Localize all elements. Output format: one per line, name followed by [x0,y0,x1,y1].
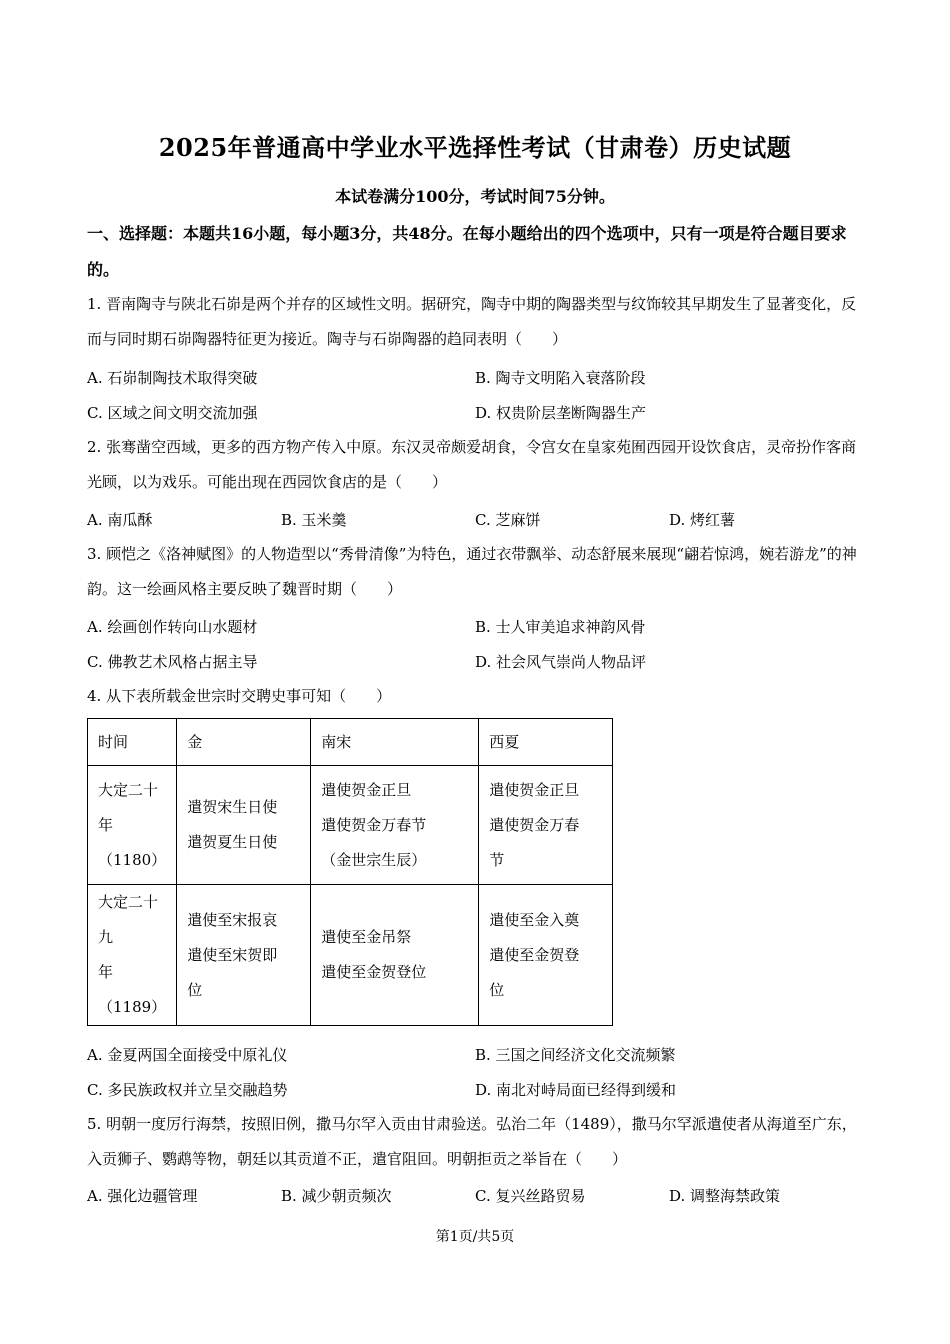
table-cell-song [311,885,479,1026]
cell-line: 遣贺宋生日使 [187,798,278,816]
table-cell-xia [479,766,613,885]
question-1-option-a[interactable]: A. 石峁制陶技术取得突破 [87,369,258,387]
question-2-option-d[interactable]: D. 烤红薯 [669,511,736,529]
question-1-stem: 1. 晋南陶寺与陕北石峁是两个并存的区域性文明。据研究，陶寺中期的陶器类型与纹饰较其早期发生了显著变化，反而与同时期石峁陶器特征更为接近。陶寺与石峁陶器的趋同表明（ ） [87,295,857,348]
table-header-cell: 时间 [88,719,177,766]
table-cell-jin [177,885,311,1026]
question-2-option-b[interactable]: B. 玉米羹 [281,511,347,529]
cell-line: 大定二十年 [98,780,159,834]
cell-line: 遣使至宋贺即 [187,945,278,964]
table-cell-time [88,766,177,885]
page-number: 第1页/共5页 [435,1229,515,1245]
table-header-cell: 金 [177,719,311,766]
cell-line: 遣使至金贺登位 [321,963,427,981]
question-4-option-d[interactable]: D. 南北对峙局面已经得到缓和 [475,1081,677,1099]
cell-line: 节 [489,850,505,869]
cell-line: 遣使贺金万春 [489,815,580,834]
cell-line: 年 [98,963,114,981]
table-row [88,885,613,1026]
question-5-option-d[interactable]: D. 调整海禁政策 [669,1187,781,1205]
question-5-stem: 5. 明朝一度厉行海禁，按照旧例，撒马尔罕入贡由甘肃验送。弘治二年（1489），撒马尔罕派遣使者从海道至广东，入贡狮子、鹦鹉等物，朝廷以其贡道不正，遣官阻回。明朝拒贡之举旨在（ ） [87,1115,857,1168]
exam-instructions: 本试卷满分100分，考试时间75分钟。 [335,187,615,206]
table-cell-jin [177,766,311,885]
table-cell-xia [479,885,613,1026]
cell-line: 遣贺夏生日使 [187,833,278,851]
question-2-option-c[interactable]: C. 芝麻饼 [475,511,541,529]
cell-line: 遣使至金入奠 [489,910,580,929]
question-1-option-c[interactable]: C. 区域之间文明交流加强 [87,404,258,422]
table-header-row [88,719,613,766]
cell-line: 大定二十九 [98,893,159,946]
cell-line: （金世宗生辰） [321,850,427,869]
question-5-option-b[interactable]: B. 减少朝贡频次 [281,1187,392,1205]
page-title: 2025年普通高中学业水平选择性考试（甘肃卷）历史试题 [158,133,792,162]
question-4-stem: 4. 从下表所载金世宗时交聘史事可知（ ） [87,687,392,705]
cell-line: 遣使贺金正旦 [321,780,412,799]
question-5-option-a[interactable]: A. 强化边疆管理 [87,1187,198,1205]
question-3-option-a[interactable]: A. 绘画创作转向山水题材 [87,618,258,636]
section-heading: 一、选择题：本题共16小题，每小题3分，共48分。在每小题给出的四个选项中，只有一项是符合题目要求的。 [87,224,847,279]
cell-line: 遣使贺金正旦 [489,780,580,799]
cell-line: 遣使至宋报哀 [187,910,278,929]
question-3-stem: 3. 顾恺之《洛神赋图》的人物造型以“秀骨清像”为特色，通过衣带飘举、动态舒展来展现“翩若惊鸿，婉若游龙”的神韵。这一绘画风格主要反映了魏晋时期（ ） [87,545,857,598]
cell-line: 位 [489,980,505,999]
question-1-option-d[interactable]: D. 权贵阶层垄断陶器生产 [475,404,647,422]
question-1-option-b[interactable]: B. 陶寺文明陷入衰落阶段 [475,369,646,387]
cell-line: 遣使贺金万春节 [321,815,427,834]
question-3-option-d[interactable]: D. 社会风气崇尚人物品评 [475,653,647,671]
table-cell-time [88,885,177,1026]
question-4-option-c[interactable]: C. 多民族政权并立呈交融趋势 [87,1081,288,1099]
cell-line: 遣使至金吊祭 [321,928,412,946]
question-2-option-a[interactable]: A. 南瓜酥 [87,511,153,529]
table-cell-song [311,766,479,885]
question-4-option-a[interactable]: A. 金夏两国全面接受中原礼仪 [87,1046,288,1064]
cell-line: （1189） [98,998,167,1016]
cell-line: 遣使至金贺登 [489,945,580,964]
table-header-cell: 西夏 [479,719,613,766]
cell-line: 位 [187,980,203,999]
embassy-table [87,718,613,1026]
question-2-stem: 2. 张骞凿空西域，更多的西方物产传入中原。东汉灵帝颇爱胡食，令宫女在皇家苑囿西园开设饮食店，灵帝扮作客商光顾，以为戏乐。可能出现在西园饮食店的是（ ） [87,438,857,491]
question-5-option-c[interactable]: C. 复兴丝路贸易 [475,1187,586,1205]
question-4-option-b[interactable]: B. 三国之间经济文化交流频繁 [475,1046,676,1064]
table-header-cell: 南宋 [311,719,479,766]
table-row [88,766,613,885]
cell-line: （1180） [98,850,167,869]
question-3-option-c[interactable]: C. 佛教艺术风格占据主导 [87,653,258,671]
question-3-option-b[interactable]: B. 士人审美追求神韵风骨 [475,618,646,636]
